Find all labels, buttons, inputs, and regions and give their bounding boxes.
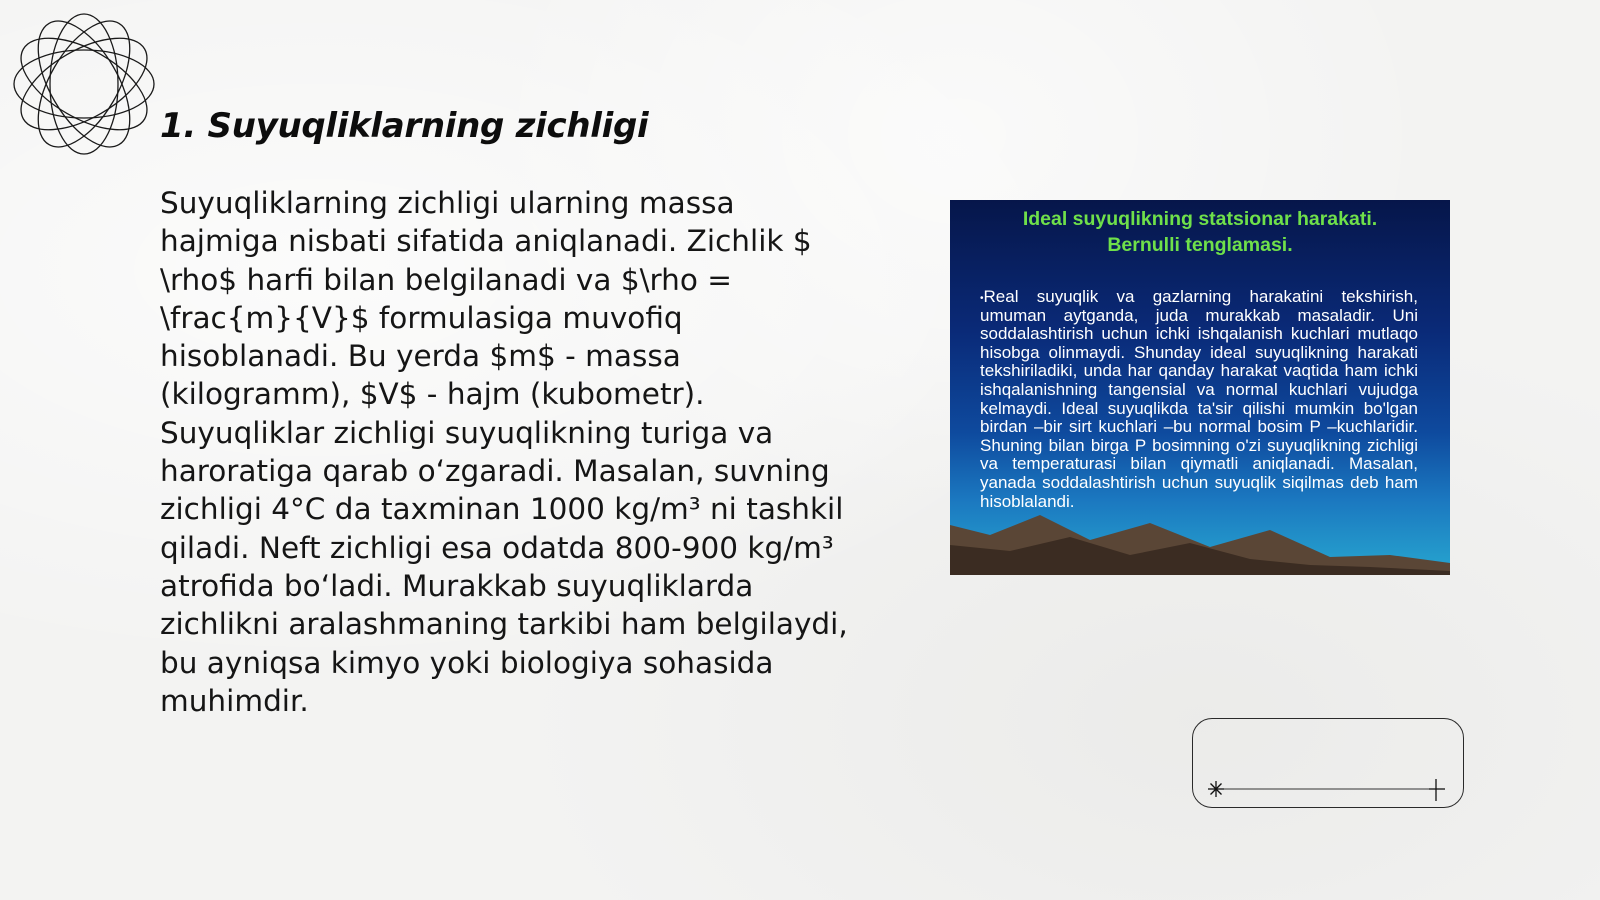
sparkle-icon — [1208, 781, 1224, 797]
line-art-orb-icon — [10, 10, 158, 158]
image-title — [950, 206, 1450, 258]
slide-title: 1. Suyuqliklarning zichligi — [160, 106, 649, 146]
embedded-slide-image — [950, 200, 1450, 575]
image-title-line1: Ideal suyuqlikning statsionar harakati. — [1022, 208, 1378, 230]
image-paragraph-text: Real suyuqlik va gazlarning harakatini tekshirish, umuman aytganda, juda murakkab masaladir. Uni soddalashtirish uchun ichki ishqalanish kuchlari mutlaqo hisobga olinmaydi. Shunday ideal suyuqlikning harakati tekshiriladiki, unda har qanday harakat vaqtida ham ichki ishqalanishning tangensial va normal kuchlari vujudga kelmaydi. Ideal suyuqlikda ta'sir qilishi mumkin bo'lgan birdan –bir sirt kuchlari –bu normal bosim P –kuchlaridir. Shuning bilan birga P bosimning o'zi suyuqlikning zichligi va temperaturasi bilan qiymatli aniqlanadi. Masalan, yanada soddalashtirish uchun suyuqlik siqilmas deb ham hisoblalandi. — [980, 287, 1418, 511]
slide-body-text: Suyuqliklarning zichligi ularning massa hajmiga nisbati sifatida aniqlanadi. Zichlik $ \rho$ harfi bilan belgilanadi va $\rho = \frac{m}{V}$ formulasiga muvofiq hisoblanadi. Bu yerda $m$ - massa (kilogramm), $V$ - hajm (kubometr). Suyuqliklar zichligi suyuqlikning turiga va haroratiga qarab o‘zgaradi. Masalan, suvning zichligi 4°C da taxminan 1000 kg/m³ ni tashkil qiladi. Neft zichligi esa odatda 800-900 kg/m³ atrofida bo‘ladi. Murakkab suyuqliklarda zichlikni aralashmaning tarkibi ham belgilaydi, bu ayniqsa kimyo yoki biologiya sohasida muhimdir. — [160, 186, 848, 718]
decorative-card — [1192, 718, 1464, 808]
card-line-art — [1193, 719, 1465, 809]
image-paragraph — [980, 288, 1418, 511]
plus-cross-icon — [1429, 779, 1445, 801]
image-title-line2: Bernulli tenglamasi. — [1107, 234, 1293, 256]
bullet-marker: • — [980, 293, 984, 304]
